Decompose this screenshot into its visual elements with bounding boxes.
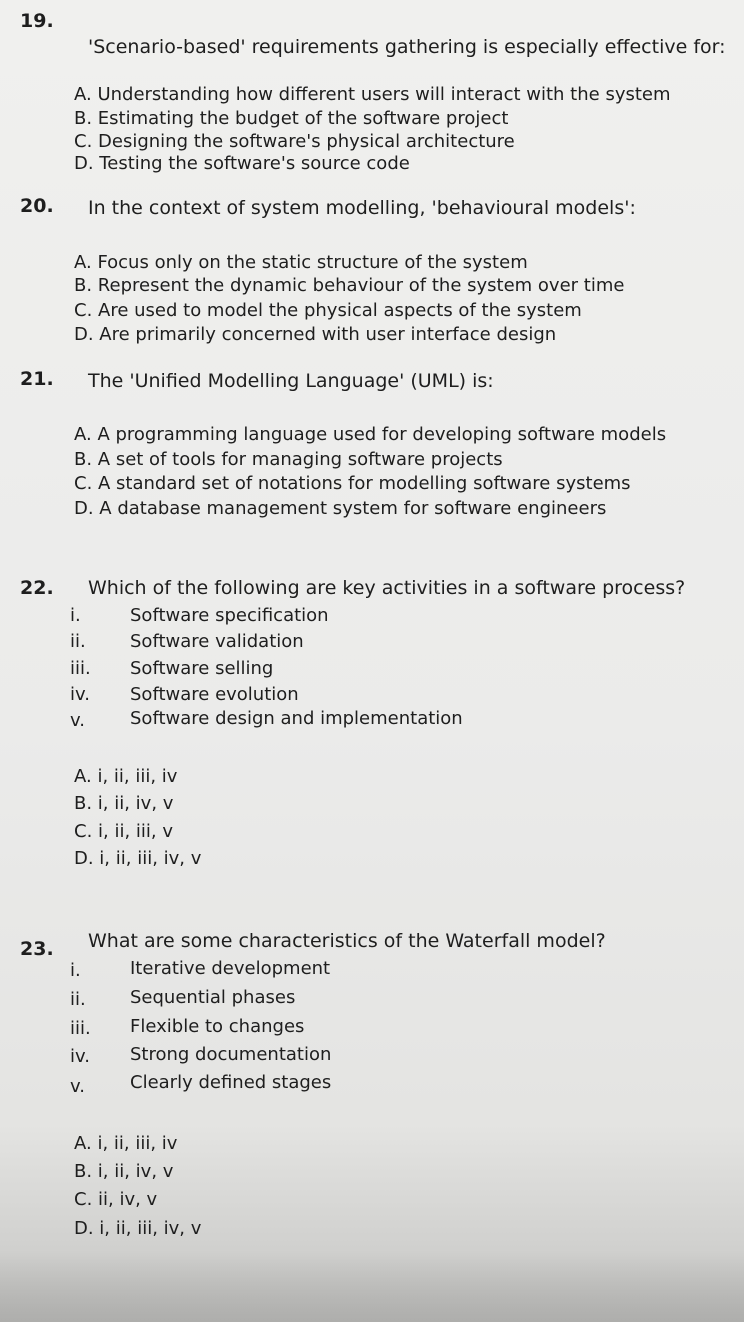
question-23-option-b: B. i, ii, iv, v [74, 1161, 174, 1182]
question-20-option-a: A. Focus only on the static structure of the system [74, 252, 528, 273]
question-20-option-d: D. Are primarily concerned with user interface design [74, 324, 557, 345]
question-23-statement-text: Sequential phases [130, 987, 296, 1008]
question-23-statement-text: Flexible to changes [130, 1016, 305, 1037]
question-19-option-c: C. Designing the software's physical architecture [74, 131, 515, 152]
question-22-statement-number: iii. [70, 658, 91, 679]
question-22-number: 22. [20, 577, 54, 599]
question-21-text: The 'Unified Modelling Language' (UML) is: [88, 370, 494, 392]
question-23-statement-number: ii. [70, 989, 86, 1010]
question-22-statement-text: Software design and implementation [130, 708, 463, 729]
question-23-statement-number: v. [70, 1076, 85, 1097]
question-22-statement-text: Software specification [130, 605, 329, 626]
question-20-text: In the context of system modelling, 'behavioural models': [88, 197, 636, 219]
question-19-option-d: D. Testing the software's source code [74, 153, 410, 174]
question-22-statement-text: Software selling [130, 658, 274, 679]
question-22-option-a: A. i, ii, iii, iv [74, 766, 178, 787]
question-19-option-a: A. Understanding how different users will interact with the system [74, 84, 671, 105]
question-23-statement-text: Strong documentation [130, 1044, 332, 1065]
question-23-statement-number: i. [70, 960, 81, 981]
question-21-option-c: C. A standard set of notations for modelling software systems [74, 473, 631, 494]
question-22-statement-number: i. [70, 605, 81, 626]
question-22-statement-number: v. [70, 710, 85, 731]
question-20-number: 20. [20, 195, 54, 217]
question-22-option-c: C. i, ii, iii, v [74, 821, 173, 842]
question-22-statement-text: Software evolution [130, 684, 299, 705]
question-20-option-c: C. Are used to model the physical aspects of the system [74, 300, 582, 321]
page-bottom-shadow [0, 1250, 744, 1322]
question-23-number: 23. [20, 938, 54, 960]
question-21-number: 21. [20, 368, 54, 390]
question-21-option-b: B. A set of tools for managing software projects [74, 449, 503, 470]
question-22-option-d: D. i, ii, iii, iv, v [74, 848, 202, 869]
question-23-text: What are some characteristics of the Waterfall model? [88, 930, 606, 952]
question-22-text: Which of the following are key activities in a software process? [88, 577, 686, 599]
question-19-text: 'Scenario-based' requirements gathering is especially effective for: [88, 36, 726, 58]
question-19-option-b: B. Estimating the budget of the software project [74, 108, 509, 129]
question-23-option-d: D. i, ii, iii, iv, v [74, 1218, 202, 1239]
question-22-option-b: B. i, ii, iv, v [74, 793, 174, 814]
question-22-statement-number: ii. [70, 631, 86, 652]
question-23-option-c: C. ii, iv, v [74, 1189, 158, 1210]
question-23-option-a: A. i, ii, iii, iv [74, 1133, 178, 1154]
question-21-option-d: D. A database management system for software engineers [74, 498, 607, 519]
question-22-statement-number: iv. [70, 684, 90, 705]
question-23-statement-text: Clearly defined stages [130, 1072, 332, 1093]
question-19-number: 19. [20, 10, 54, 32]
question-23-statement-number: iii. [70, 1018, 91, 1039]
question-23-statement-number: iv. [70, 1046, 90, 1067]
question-21-option-a: A. A programming language used for developing software models [74, 424, 667, 445]
question-22-statement-text: Software validation [130, 631, 304, 652]
question-20-option-b: B. Represent the dynamic behaviour of the system over time [74, 275, 625, 296]
question-23-statement-text: Iterative development [130, 958, 331, 979]
